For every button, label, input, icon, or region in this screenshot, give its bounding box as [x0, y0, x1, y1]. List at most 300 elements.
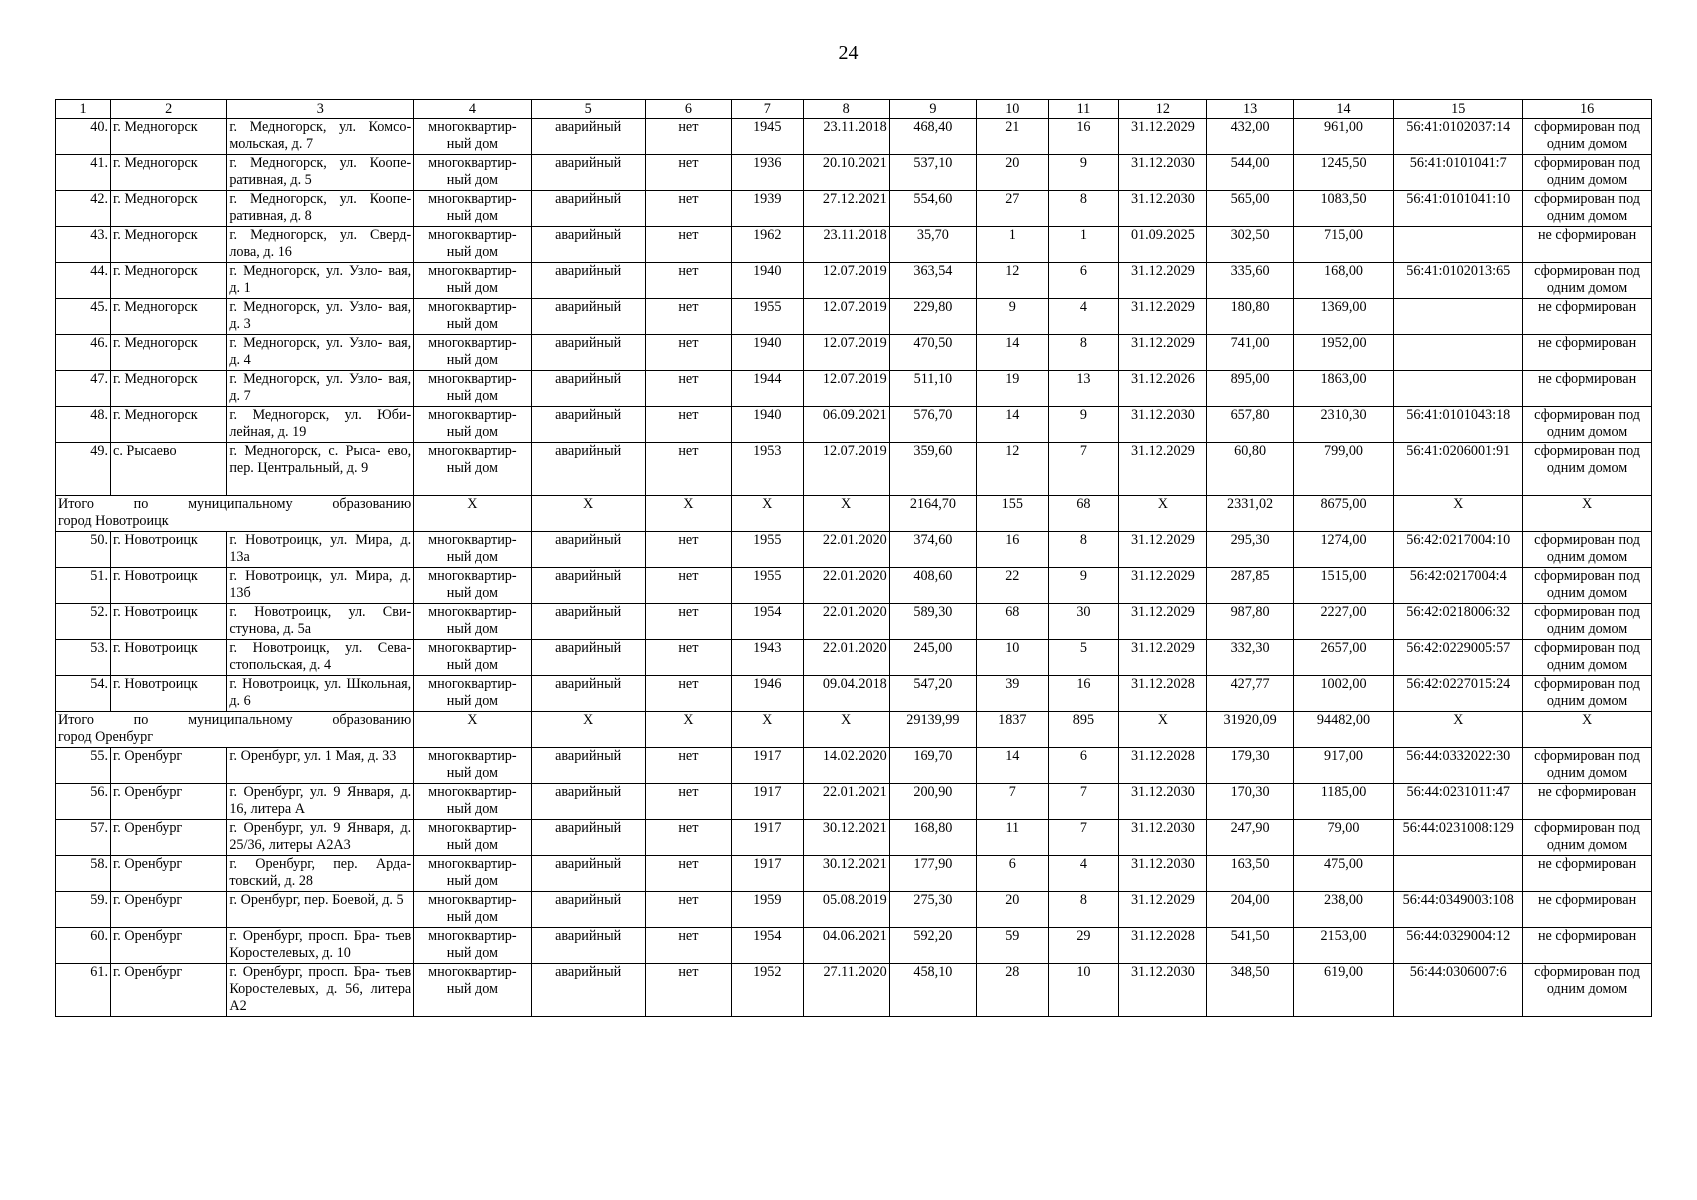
cell-recognition-date: 12.07.2019 [803, 443, 889, 496]
cell-construction-year: 1940 [731, 263, 803, 299]
subtotal-cell-relocation-deadline: X [1119, 712, 1207, 748]
cell-included-in-program: нет [645, 748, 731, 784]
cell-row-number: 54. [56, 676, 111, 712]
cell-land-status: не сформирован [1523, 335, 1652, 371]
cell-relocation-area: 287,85 [1207, 568, 1293, 604]
cell-recognition-date: 04.06.2021 [803, 928, 889, 964]
cell-included-in-program: нет [645, 227, 731, 263]
cell-total-area: 275,30 [889, 892, 976, 928]
cell-land-status: сформирован под одним домом [1523, 263, 1652, 299]
cell-total-area: 177,90 [889, 856, 976, 892]
cell-house-type: многоквартир- ный дом [414, 532, 531, 568]
cell-house-type: многоквартир- ный дом [414, 640, 531, 676]
cell-land-area: 799,00 [1293, 443, 1394, 496]
cell-total-area: 576,70 [889, 407, 976, 443]
cell-row-number: 51. [56, 568, 111, 604]
cell-construction-year: 1955 [731, 299, 803, 335]
cell-total-area: 359,60 [889, 443, 976, 496]
cell-construction-year: 1946 [731, 676, 803, 712]
cell-relocation-deadline: 31.12.2029 [1119, 604, 1207, 640]
cell-status: аварийный [531, 263, 645, 299]
cell-cadastral-number: 56:44:0231008:129 [1394, 820, 1523, 856]
cell-relocation-deadline: 31.12.2029 [1119, 299, 1207, 335]
cell-land-status: не сформирован [1523, 856, 1652, 892]
cell-relocation-deadline: 31.12.2030 [1119, 407, 1207, 443]
cell-cadastral-number: 56:41:0206001:91 [1394, 443, 1523, 496]
cell-relocation-deadline: 31.12.2026 [1119, 371, 1207, 407]
cell-total-area: 363,54 [889, 263, 976, 299]
subtotal-label-line2: город Новотроицк [58, 513, 169, 529]
cell-row-number: 55. [56, 748, 111, 784]
subtotal-label-word: образованию [332, 496, 412, 512]
cell-recognition-date: 05.08.2019 [803, 892, 889, 928]
cell-status: аварийный [531, 335, 645, 371]
cell-settlement: г. Медногорск [111, 227, 227, 263]
cell-land-status: сформирован под одним домом [1523, 443, 1652, 496]
cell-settlement: г. Оренбург [111, 748, 227, 784]
cell-relocation-deadline: 31.12.2030 [1119, 784, 1207, 820]
subtotal-cell-included-in-program: X [645, 496, 731, 532]
header-cell-row-number: 1 [56, 100, 111, 119]
cell-row-number: 45. [56, 299, 111, 335]
cell-address: г. Оренбург, просп. Бра- тьев Коростелевых, д. 10 [227, 928, 414, 964]
cell-land-area: 1274,00 [1293, 532, 1394, 568]
cell-settlement: г. Медногорск [111, 191, 227, 227]
table-row [56, 407, 1652, 443]
cell-land-status: сформирован под одним домом [1523, 820, 1652, 856]
cell-total-area: 468,40 [889, 119, 976, 155]
cell-included-in-program: нет [645, 191, 731, 227]
cell-included-in-program: нет [645, 155, 731, 191]
cell-address: г. Новотроицк, ул. Школьная, д. 6 [227, 676, 414, 712]
cell-land-area: 2310,30 [1293, 407, 1394, 443]
cell-premises-count: 8 [1048, 191, 1119, 227]
cell-included-in-program: нет [645, 532, 731, 568]
header-cell-status: 5 [531, 100, 645, 119]
cell-construction-year: 1917 [731, 748, 803, 784]
cell-status: аварийный [531, 371, 645, 407]
cell-address: г. Медногорск, ул. Узло- вая, д. 3 [227, 299, 414, 335]
header-cell-total-area: 9 [889, 100, 976, 119]
cell-included-in-program: нет [645, 928, 731, 964]
cell-settlement: г. Оренбург [111, 928, 227, 964]
cell-residents-count: 19 [976, 371, 1048, 407]
cell-settlement: г. Оренбург [111, 964, 227, 1017]
cell-construction-year: 1939 [731, 191, 803, 227]
cell-relocation-deadline: 31.12.2030 [1119, 820, 1207, 856]
table-row [56, 299, 1652, 335]
cell-land-area: 1245,50 [1293, 155, 1394, 191]
cell-total-area: 511,10 [889, 371, 976, 407]
table-row [56, 443, 1652, 496]
cell-residents-count: 12 [976, 443, 1048, 496]
cell-total-area: 547,20 [889, 676, 976, 712]
cell-settlement: г. Медногорск [111, 371, 227, 407]
cell-address: г. Новотроицк, ул. Сева- стопольская, д. 4 [227, 640, 414, 676]
cell-recognition-date: 14.02.2020 [803, 748, 889, 784]
cell-status: аварийный [531, 892, 645, 928]
cell-house-type: многоквартир- ный дом [414, 155, 531, 191]
cell-house-type: многоквартир- ный дом [414, 568, 531, 604]
header-cell-premises-count: 11 [1048, 100, 1119, 119]
table-row [56, 568, 1652, 604]
cell-cadastral-number: 56:41:0102037:14 [1394, 119, 1523, 155]
table-row [56, 784, 1652, 820]
cell-included-in-program: нет [645, 964, 731, 1017]
cell-construction-year: 1940 [731, 407, 803, 443]
cell-premises-count: 8 [1048, 532, 1119, 568]
cell-land-status: сформирован под одним домом [1523, 640, 1652, 676]
cell-total-area: 169,70 [889, 748, 976, 784]
cell-residents-count: 68 [976, 604, 1048, 640]
cell-relocation-area: 204,00 [1207, 892, 1293, 928]
cell-row-number: 59. [56, 892, 111, 928]
cell-settlement: г. Медногорск [111, 299, 227, 335]
cell-construction-year: 1917 [731, 856, 803, 892]
cell-row-number: 48. [56, 407, 111, 443]
cell-premises-count: 6 [1048, 748, 1119, 784]
subtotal-cell-house-type: X [414, 496, 531, 532]
cell-recognition-date: 22.01.2020 [803, 532, 889, 568]
subtotal-label-word: по [133, 712, 149, 728]
table-row [56, 191, 1652, 227]
cell-address: г. Новотроицк, ул. Мира, д. 13а [227, 532, 414, 568]
cell-status: аварийный [531, 155, 645, 191]
subtotal-cell-construction-year: X [731, 712, 803, 748]
cell-residents-count: 10 [976, 640, 1048, 676]
cell-house-type: многоквартир- ный дом [414, 676, 531, 712]
cell-construction-year: 1940 [731, 335, 803, 371]
subtotal-cell-premises-count: 895 [1048, 712, 1119, 748]
cell-residents-count: 14 [976, 335, 1048, 371]
cell-residents-count: 1 [976, 227, 1048, 263]
cell-land-area: 619,00 [1293, 964, 1394, 1017]
cell-construction-year: 1945 [731, 119, 803, 155]
cell-status: аварийный [531, 407, 645, 443]
cell-premises-count: 30 [1048, 604, 1119, 640]
cell-recognition-date: 06.09.2021 [803, 407, 889, 443]
cell-cadastral-number [1394, 371, 1523, 407]
header-cell-land-status: 16 [1523, 100, 1652, 119]
cell-row-number: 52. [56, 604, 111, 640]
cell-relocation-deadline: 31.12.2029 [1119, 119, 1207, 155]
cell-house-type: многоквартир- ный дом [414, 892, 531, 928]
cell-relocation-deadline: 31.12.2029 [1119, 263, 1207, 299]
cell-house-type: многоквартир- ный дом [414, 407, 531, 443]
cell-recognition-date: 12.07.2019 [803, 371, 889, 407]
cell-settlement: г. Оренбург [111, 856, 227, 892]
cell-relocation-area: 335,60 [1207, 263, 1293, 299]
cell-premises-count: 29 [1048, 928, 1119, 964]
table-row [56, 604, 1652, 640]
cell-land-status: не сформирован [1523, 928, 1652, 964]
cell-construction-year: 1952 [731, 964, 803, 1017]
cell-row-number: 58. [56, 856, 111, 892]
header-cell-house-type: 4 [414, 100, 531, 119]
subtotal-label-line2: город Оренбург [58, 729, 154, 745]
subtotal-cell-included-in-program: X [645, 712, 731, 748]
cell-residents-count: 39 [976, 676, 1048, 712]
cell-relocation-area: 432,00 [1207, 119, 1293, 155]
cell-land-area: 1185,00 [1293, 784, 1394, 820]
cell-house-type: многоквартир- ный дом [414, 371, 531, 407]
cell-premises-count: 10 [1048, 964, 1119, 1017]
cell-status: аварийный [531, 964, 645, 1017]
table-header-row [56, 100, 1652, 119]
subtotal-label-word: образованию [332, 712, 412, 728]
cell-house-type: многоквартир- ный дом [414, 191, 531, 227]
subtotal-label-word: муниципальному [188, 712, 293, 728]
cell-recognition-date: 30.12.2021 [803, 820, 889, 856]
header-cell-relocation-area: 13 [1207, 100, 1293, 119]
cell-land-status: не сформирован [1523, 784, 1652, 820]
table-row [56, 532, 1652, 568]
cell-land-area: 2657,00 [1293, 640, 1394, 676]
cell-house-type: многоквартир- ный дом [414, 299, 531, 335]
cell-settlement: г. Оренбург [111, 892, 227, 928]
cell-cadastral-number: 56:42:0217004:4 [1394, 568, 1523, 604]
table-row [56, 155, 1652, 191]
cell-recognition-date: 27.11.2020 [803, 964, 889, 1017]
cell-row-number: 42. [56, 191, 111, 227]
cell-residents-count: 22 [976, 568, 1048, 604]
cell-address: г. Оренбург, просп. Бра- тьев Коростелевых, д. 56, литера А2 [227, 964, 414, 1017]
header-cell-construction-year: 7 [731, 100, 803, 119]
cell-cadastral-number: 56:41:0101043:18 [1394, 407, 1523, 443]
cell-total-area: 537,10 [889, 155, 976, 191]
cell-settlement: г. Медногорск [111, 155, 227, 191]
cell-land-status: сформирован под одним домом [1523, 407, 1652, 443]
cell-premises-count: 4 [1048, 856, 1119, 892]
subtotal-label-word: Итого [58, 496, 94, 512]
cell-relocation-area: 657,80 [1207, 407, 1293, 443]
cell-land-status: не сформирован [1523, 299, 1652, 335]
cell-land-status: сформирован под одним домом [1523, 532, 1652, 568]
cell-land-status: сформирован под одним домом [1523, 964, 1652, 1017]
cell-cadastral-number [1394, 227, 1523, 263]
cell-land-area: 1002,00 [1293, 676, 1394, 712]
cell-status: аварийный [531, 227, 645, 263]
subtotal-cell-total-area: 29139,99 [889, 712, 976, 748]
subtotal-cell-land-area: 8675,00 [1293, 496, 1394, 532]
subtotal-label-word: Итого [58, 712, 94, 728]
cell-total-area: 245,00 [889, 640, 976, 676]
cell-construction-year: 1953 [731, 443, 803, 496]
cell-land-area: 1369,00 [1293, 299, 1394, 335]
cell-land-status: сформирован под одним домом [1523, 191, 1652, 227]
cell-residents-count: 14 [976, 407, 1048, 443]
cell-relocation-area: 60,80 [1207, 443, 1293, 496]
cell-address: г. Оренбург, ул. 1 Мая, д. 33 [227, 748, 414, 784]
table-row [56, 820, 1652, 856]
cell-residents-count: 59 [976, 928, 1048, 964]
cell-premises-count: 8 [1048, 335, 1119, 371]
cell-premises-count: 4 [1048, 299, 1119, 335]
header-cell-settlement: 2 [111, 100, 227, 119]
cell-house-type: многоквартир- ный дом [414, 784, 531, 820]
cell-included-in-program: нет [645, 820, 731, 856]
cell-row-number: 47. [56, 371, 111, 407]
cell-land-status: не сформирован [1523, 227, 1652, 263]
table-row [56, 119, 1652, 155]
subtotal-cell-construction-year: X [731, 496, 803, 532]
cell-relocation-area: 348,50 [1207, 964, 1293, 1017]
cell-premises-count: 8 [1048, 892, 1119, 928]
cell-relocation-area: 541,50 [1207, 928, 1293, 964]
cell-settlement: г. Медногорск [111, 119, 227, 155]
table-row [56, 856, 1652, 892]
subtotal-cell-house-type: X [414, 712, 531, 748]
cell-address: г. Медногорск, ул. Узло- вая, д. 1 [227, 263, 414, 299]
cell-premises-count: 1 [1048, 227, 1119, 263]
subtotal-cell-status: X [531, 496, 645, 532]
cell-included-in-program: нет [645, 299, 731, 335]
cell-settlement: г. Медногорск [111, 263, 227, 299]
subtotal-cell-relocation-deadline: X [1119, 496, 1207, 532]
cell-cadastral-number: 56:42:0227015:24 [1394, 676, 1523, 712]
subtotal-cell-relocation-area: 31920,09 [1207, 712, 1293, 748]
cell-cadastral-number: 56:42:0229005:57 [1394, 640, 1523, 676]
table-row [56, 892, 1652, 928]
cell-status: аварийный [531, 443, 645, 496]
cell-residents-count: 11 [976, 820, 1048, 856]
cell-premises-count: 9 [1048, 407, 1119, 443]
subtotal-cell-land-area: 94482,00 [1293, 712, 1394, 748]
cell-house-type: многоквартир- ный дом [414, 964, 531, 1017]
cell-total-area: 592,20 [889, 928, 976, 964]
cell-construction-year: 1955 [731, 568, 803, 604]
table-row [56, 371, 1652, 407]
cell-premises-count: 16 [1048, 119, 1119, 155]
cell-premises-count: 9 [1048, 568, 1119, 604]
cell-premises-count: 5 [1048, 640, 1119, 676]
header-cell-cadastral-number: 15 [1394, 100, 1523, 119]
table-row [56, 640, 1652, 676]
cell-recognition-date: 09.04.2018 [803, 676, 889, 712]
subtotal-cell-premises-count: 68 [1048, 496, 1119, 532]
cell-relocation-area: 544,00 [1207, 155, 1293, 191]
cell-included-in-program: нет [645, 335, 731, 371]
cell-settlement: г. Оренбург [111, 784, 227, 820]
cell-construction-year: 1917 [731, 784, 803, 820]
subtotal-label-line1 [58, 712, 411, 729]
subtotal-cell-residents-count: 155 [976, 496, 1048, 532]
cell-recognition-date: 22.01.2020 [803, 604, 889, 640]
subtotal-cell-residents-count: 1837 [976, 712, 1048, 748]
cell-settlement: г. Медногорск [111, 335, 227, 371]
cell-land-area: 961,00 [1293, 119, 1394, 155]
cell-total-area: 470,50 [889, 335, 976, 371]
cell-status: аварийный [531, 604, 645, 640]
cell-relocation-deadline: 31.12.2028 [1119, 748, 1207, 784]
cell-status: аварийный [531, 856, 645, 892]
subtotal-cell-total-area: 2164,70 [889, 496, 976, 532]
cell-land-area: 79,00 [1293, 820, 1394, 856]
cell-status: аварийный [531, 299, 645, 335]
cell-status: аварийный [531, 928, 645, 964]
cell-premises-count: 9 [1048, 155, 1119, 191]
subtotal-cell-status: X [531, 712, 645, 748]
cell-relocation-area: 302,50 [1207, 227, 1293, 263]
table-row [56, 964, 1652, 1017]
header-cell-address: 3 [227, 100, 414, 119]
cell-total-area: 200,90 [889, 784, 976, 820]
cell-settlement: г. Медногорск [111, 407, 227, 443]
cell-land-area: 2153,00 [1293, 928, 1394, 964]
cell-total-area: 374,60 [889, 532, 976, 568]
cell-residents-count: 28 [976, 964, 1048, 1017]
cell-recognition-date: 12.07.2019 [803, 299, 889, 335]
cell-residents-count: 6 [976, 856, 1048, 892]
cell-address: г. Новотроицк, ул. Сви- стунова, д. 5а [227, 604, 414, 640]
cell-row-number: 43. [56, 227, 111, 263]
cell-recognition-date: 23.11.2018 [803, 119, 889, 155]
cell-settlement: г. Новотроицк [111, 676, 227, 712]
cell-relocation-area: 179,30 [1207, 748, 1293, 784]
page-number: 24 [838, 42, 859, 64]
cell-cadastral-number: 56:44:0231011:47 [1394, 784, 1523, 820]
cell-address: г. Новотроицк, ул. Мира, д. 13б [227, 568, 414, 604]
cell-land-area: 1515,00 [1293, 568, 1394, 604]
cell-settlement: г. Оренбург [111, 820, 227, 856]
cell-land-area: 475,00 [1293, 856, 1394, 892]
cell-included-in-program: нет [645, 119, 731, 155]
header-cell-recognition-date: 8 [803, 100, 889, 119]
cell-total-area: 408,60 [889, 568, 976, 604]
cell-relocation-deadline: 31.12.2029 [1119, 443, 1207, 496]
cell-house-type: многоквартир- ный дом [414, 443, 531, 496]
cell-row-number: 57. [56, 820, 111, 856]
cell-address: г. Оренбург, пер. Арда- товский, д. 28 [227, 856, 414, 892]
subtotal-cell-land-status: X [1523, 712, 1652, 748]
cell-residents-count: 20 [976, 155, 1048, 191]
cell-settlement: г. Новотроицк [111, 532, 227, 568]
subtotal-label [56, 496, 414, 532]
cell-address: г. Медногорск, ул. Коопе- ративная, д. 8 [227, 191, 414, 227]
cell-included-in-program: нет [645, 568, 731, 604]
cell-relocation-deadline: 31.12.2029 [1119, 892, 1207, 928]
cell-address: г. Медногорск, ул. Комсо- мольская, д. 7 [227, 119, 414, 155]
cell-address: г. Оренбург, ул. 9 Января, д. 25/36, литеры А2А3 [227, 820, 414, 856]
cell-row-number: 46. [56, 335, 111, 371]
cell-premises-count: 7 [1048, 784, 1119, 820]
cell-land-status: сформирован под одним домом [1523, 604, 1652, 640]
cell-relocation-deadline: 31.12.2028 [1119, 676, 1207, 712]
cell-land-area: 238,00 [1293, 892, 1394, 928]
cell-premises-count: 6 [1048, 263, 1119, 299]
table-row [56, 335, 1652, 371]
cell-land-area: 168,00 [1293, 263, 1394, 299]
cell-status: аварийный [531, 119, 645, 155]
subtotal-cell-cadastral-number: X [1394, 496, 1523, 532]
cell-address: г. Медногорск, с. Рыса- ево, пер. Центральный, д. 9 [227, 443, 414, 496]
cell-house-type: многоквартир- ный дом [414, 820, 531, 856]
cell-land-status: сформирован под одним домом [1523, 676, 1652, 712]
cell-address: г. Оренбург, ул. 9 Января, д. 16, литера А [227, 784, 414, 820]
cell-status: аварийный [531, 640, 645, 676]
cell-construction-year: 1944 [731, 371, 803, 407]
cell-recognition-date: 22.01.2020 [803, 640, 889, 676]
cell-address: г. Медногорск, ул. Сверд- лова, д. 16 [227, 227, 414, 263]
cell-land-area: 917,00 [1293, 748, 1394, 784]
header-cell-relocation-deadline: 12 [1119, 100, 1207, 119]
cell-relocation-area: 295,30 [1207, 532, 1293, 568]
cell-land-area: 715,00 [1293, 227, 1394, 263]
cell-settlement: г. Новотроицк [111, 568, 227, 604]
cell-construction-year: 1943 [731, 640, 803, 676]
subtotal-cell-recognition-date: X [803, 712, 889, 748]
cell-row-number: 61. [56, 964, 111, 1017]
